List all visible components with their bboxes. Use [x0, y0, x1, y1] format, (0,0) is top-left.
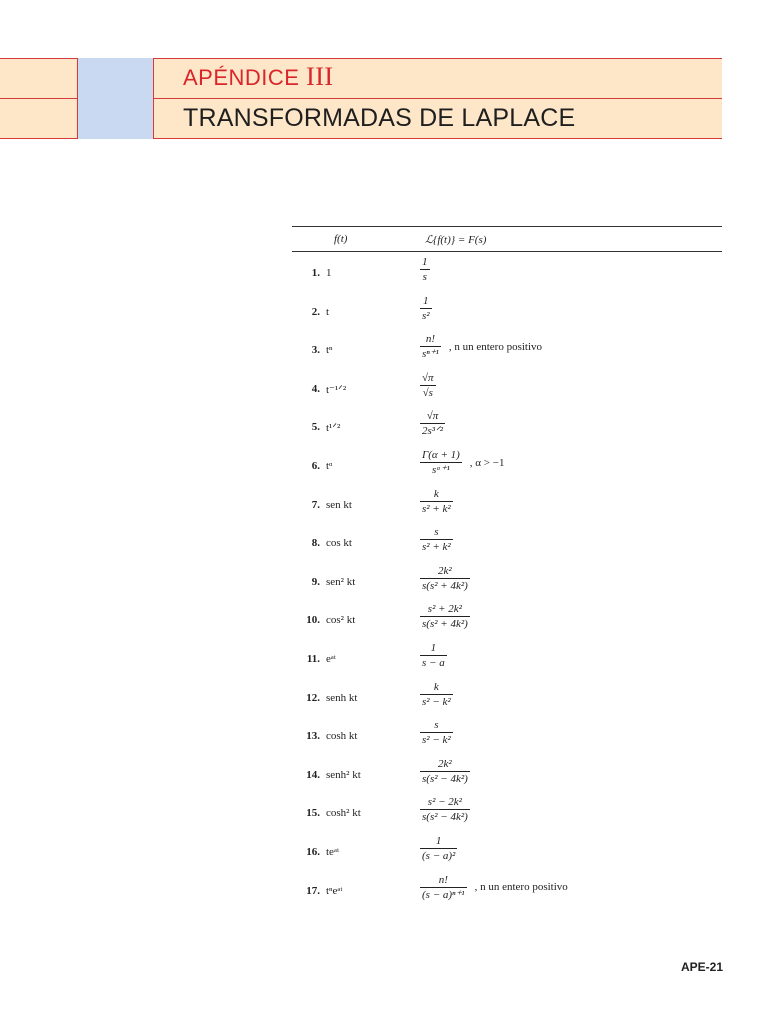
row-function: teᵃᵗ [326, 846, 340, 858]
row-function: sen kt [326, 498, 352, 511]
row-transform [420, 255, 438, 284]
row-transform [420, 525, 461, 554]
transform-fraction [420, 371, 436, 400]
row-transform [420, 332, 542, 361]
fraction-numerator: s [434, 719, 439, 732]
row-function: eᵃᵗ [326, 653, 336, 665]
transform-fraction [420, 834, 457, 863]
fraction-numerator: s² − 2k² [427, 796, 462, 809]
row-number: 11. [306, 653, 320, 665]
fraction-denominator: s − a [422, 657, 445, 669]
fraction-numerator: 2k² [438, 757, 452, 770]
fraction-numerator: 1 [422, 256, 428, 268]
fraction-numerator: Γ(α + 1) [422, 449, 460, 461]
row-number: 16. [306, 846, 320, 858]
page-title: TRANSFORMADAS DE LAPLACE [183, 104, 576, 132]
row-transform [420, 371, 444, 400]
fraction-numerator: s [434, 526, 439, 539]
table-row [292, 294, 722, 332]
fraction-numerator: s² + 2k² [427, 603, 462, 616]
table-row [292, 718, 722, 756]
fraction-denominator: s(s² − 4k²) [422, 772, 468, 785]
fraction-denominator: 2s³ᐟ² [422, 425, 444, 438]
fraction-numerator: k [433, 680, 439, 693]
transform-fraction [420, 448, 462, 477]
row-transform [420, 834, 465, 863]
row-function: cosh kt [326, 730, 358, 743]
transform-fraction [420, 487, 453, 516]
table-header [292, 227, 722, 251]
row-number: 12. [306, 691, 320, 704]
row-transform [420, 757, 478, 786]
table-row [292, 873, 722, 911]
fraction-denominator: s² − k² [422, 734, 451, 747]
table-row [292, 371, 722, 409]
table-row [292, 757, 722, 795]
transform-fraction [420, 525, 453, 554]
row-number: 9. [311, 575, 320, 588]
table-row [292, 602, 722, 640]
banner-divider-1 [77, 58, 78, 139]
transform-fraction [420, 795, 470, 824]
table-row [292, 564, 722, 602]
banner-divider-2 [153, 58, 154, 139]
fraction-denominator: s(s² − 4k²) [422, 811, 468, 824]
fraction-numerator: 1 [435, 835, 442, 847]
row-transform [420, 873, 568, 902]
row-transform [420, 294, 440, 323]
transform-fraction [420, 873, 467, 902]
row-note: , α > −1 [469, 456, 505, 469]
appendix-word: APÉNDICE [183, 65, 300, 90]
header-F: ℒ{f(t)} = F(s) [425, 234, 487, 246]
row-function: tⁿ [326, 344, 333, 357]
fraction-denominator: s² + k² [422, 502, 451, 515]
fraction-denominator: sⁿ⁺¹ [422, 348, 439, 361]
row-transform [420, 641, 455, 670]
row-number: 3. [311, 344, 320, 357]
row-number: 2. [311, 305, 320, 318]
header-f: f(t) [334, 233, 348, 245]
row-function: senh kt [326, 691, 358, 704]
row-number: 4. [311, 382, 320, 395]
row-transform [420, 795, 478, 824]
transform-fraction [420, 641, 447, 670]
transform-fraction [420, 602, 470, 631]
table-row [292, 795, 722, 833]
table-row [292, 255, 722, 293]
fraction-denominator: s² [422, 309, 430, 322]
table-row [292, 641, 722, 679]
table-row [292, 487, 722, 525]
fraction-denominator: sᵅ⁺¹ [420, 462, 462, 477]
row-function: sen² kt [326, 575, 356, 588]
row-number: 17. [306, 884, 320, 897]
table-row [292, 680, 722, 718]
transform-fraction [420, 718, 453, 747]
appendix-label [183, 62, 334, 92]
transform-fraction [420, 757, 470, 786]
fraction-denominator: s(s² + 4k²) [422, 618, 468, 631]
row-transform [420, 564, 478, 593]
row-number: 8. [311, 537, 320, 550]
row-function: t [326, 305, 330, 318]
row-number: 6. [311, 460, 320, 472]
fraction-denominator: s [420, 269, 430, 284]
fraction-denominator: √s [420, 385, 436, 400]
row-number: 5. [311, 421, 320, 434]
row-function: cosh² kt [326, 807, 361, 820]
transform-fraction [420, 255, 430, 284]
row-note: , n un entero positivo [448, 340, 543, 353]
row-transform [420, 409, 453, 438]
row-number: 13. [306, 730, 320, 743]
page-number: APE-21 [681, 960, 724, 974]
row-number: 10. [306, 614, 320, 627]
transform-fraction [420, 564, 470, 593]
table-row [292, 834, 722, 872]
fraction-denominator: s(s² + 4k²) [422, 579, 468, 592]
row-transform [420, 487, 461, 516]
transform-fraction [420, 294, 432, 323]
fraction-denominator: (s − a)ⁿ⁺¹ [422, 888, 465, 901]
banner-blue-block [77, 58, 153, 139]
row-function: cos² kt [326, 614, 356, 627]
table-header-rule [292, 251, 722, 252]
row-number: 1. [311, 267, 320, 279]
fraction-numerator: k [433, 487, 439, 500]
row-function: t⁻¹ᐟ² [326, 383, 347, 396]
row-function: tⁿeᵃᵗ [326, 884, 343, 897]
row-number: 7. [311, 498, 320, 511]
row-function: tᵅ [326, 460, 333, 472]
row-transform [420, 602, 478, 631]
row-function: cos kt [326, 537, 352, 550]
row-number: 14. [306, 768, 320, 781]
fraction-denominator: (s − a)² [422, 850, 456, 862]
table-row [292, 332, 722, 370]
appendix-number: III [306, 62, 334, 91]
table-row [292, 525, 722, 563]
fraction-numerator: √π [422, 371, 434, 384]
fraction-numerator: 1 [430, 642, 437, 654]
fraction-numerator: √π [426, 410, 439, 423]
fraction-denominator: s² − k² [422, 695, 451, 708]
row-function: 1 [326, 267, 332, 279]
fraction-numerator: 1 [423, 294, 429, 307]
fraction-numerator: 2k² [438, 564, 452, 577]
fraction-denominator: s² + k² [422, 541, 451, 554]
row-transform [420, 448, 504, 477]
transform-fraction [420, 680, 453, 709]
fraction-numerator: n! [438, 873, 448, 886]
table-row [292, 409, 722, 447]
row-number: 15. [306, 807, 320, 820]
row-function: senh² kt [326, 768, 361, 781]
row-function: t¹ᐟ² [326, 422, 341, 435]
transform-fraction [420, 409, 445, 438]
row-transform [420, 680, 461, 709]
fraction-numerator: n! [425, 333, 436, 346]
row-note: , n un entero positivo [474, 881, 568, 894]
table-row [292, 448, 722, 486]
row-transform [420, 718, 461, 747]
transform-fraction [420, 332, 441, 361]
